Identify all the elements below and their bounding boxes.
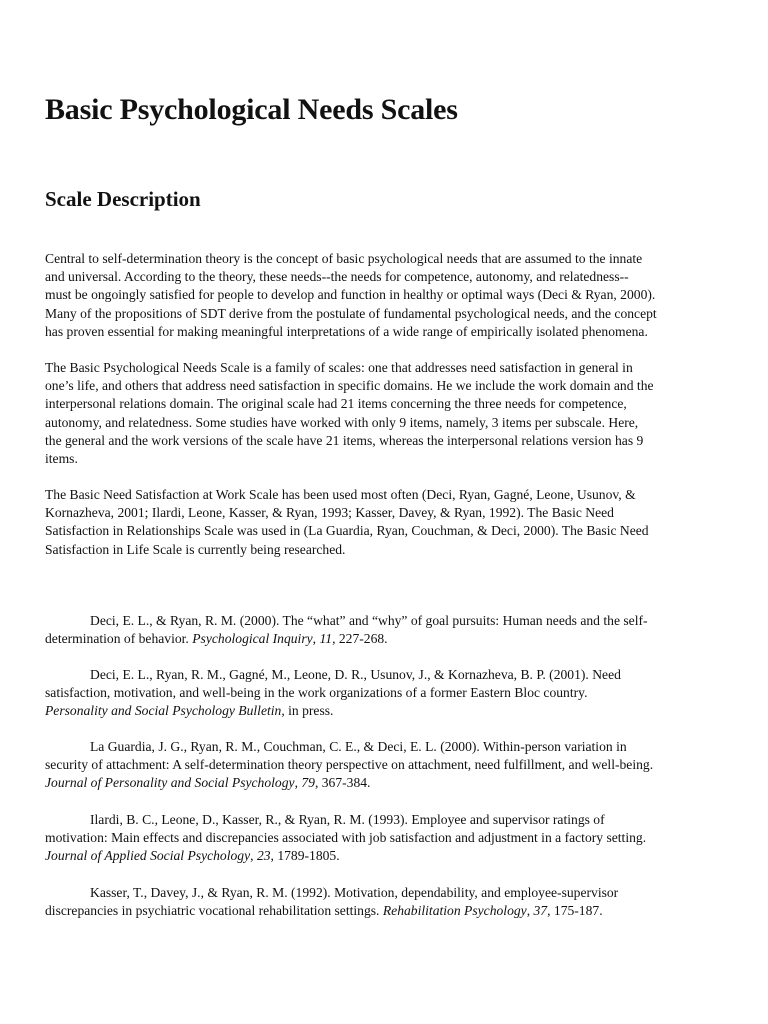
reference-line: determination of behavior. Psychological Inquiry, 11, 227-268. (45, 631, 388, 647)
text-line: items. (45, 451, 78, 467)
journal-volume: 23 (256, 848, 271, 864)
journal-title: Rehabilitation Psychology (382, 903, 527, 919)
reference-line: Personality and Social Psychology Bulletin, in press. (45, 703, 334, 719)
text-line: one’s life, and others that address need satisfaction in specific domains. He we include the work domain and the (45, 378, 654, 394)
page-title: Basic Psychological Needs Scales (45, 93, 458, 126)
text-line: Satisfaction in Life Scale is currently being researched. (45, 541, 346, 557)
reference-line: Journal of Applied Social Psychology, 23, 1789-1805. (45, 848, 340, 864)
text-line: interpersonal relations domain. The original scale had 21 items concerning the three needs for competence, (45, 396, 627, 412)
reference-line: security of attachment: A self-determination theory perspective on attachment, need fulfillment, and well-being. (45, 757, 654, 773)
journal-volume: 79 (301, 775, 315, 791)
reference-line: motivation: Main effects and discrepancies associated with job satisfaction and adjustment in a factory setting. (45, 830, 647, 846)
reference-line: Deci, E. L., Ryan, R. M., Gagné, M., Leone, D. R., Usunov, J., & Kornazheva, B. P. (2001). Need (90, 667, 621, 682)
text-line: and universal. According to the theory, these needs--the needs for competence, autonomy, and relatedness-- (45, 269, 629, 285)
paragraph-scale-family (45, 359, 735, 468)
reference-line: Ilardi, B. C., Leone, D., Kasser, R., & Ryan, R. M. (1993). Employee and supervisor ratings of (90, 812, 605, 827)
text-line: Central to self-determination theory is the concept of basic psychological needs that are assumed to the innate (45, 251, 643, 266)
reference-item (45, 884, 735, 920)
text-line: Many of the propositions of SDT derive from the postulate of fundamental psychological needs, and the concept (45, 305, 657, 321)
text-line: The Basic Psychological Needs Scale is a family of scales: one that addresses need satisfaction in general in (45, 360, 633, 375)
paragraph-intro (45, 250, 735, 341)
journal-volume: 11 (319, 631, 333, 647)
reference-line: La Guardia, J. G., Ryan, R. M., Couchman, C. E., & Deci, E. L. (2000). Within-person variation in (90, 739, 627, 754)
text-line: autonomy, and relatedness. Some studies have worked with only 9 items, namely, 3 items per subscale. Here, (45, 414, 639, 430)
journal-title: Journal of Applied Social Psychology (45, 848, 251, 864)
text-line: The Basic Need Satisfaction at Work Scale has been used most often (Deci, Ryan, Gagné, Leone, Usunov, & (45, 487, 636, 502)
text-line: has proven essential for making meaningful interpretations of a wide range of empirically isolated phenomena. (45, 323, 648, 339)
reference-line: satisfaction, motivation, and well-being in the work organizations of a former Eastern Bloc country. (45, 685, 588, 701)
text-line: Satisfaction in Relationships Scale was used in (La Guardia, Ryan, Couchman, & Deci, 2000). The Basic Need (45, 523, 649, 539)
journal-title: Psychological Inquiry (192, 631, 313, 647)
journal-title: Personality and Social Psychology Bulletin (45, 703, 282, 719)
reference-line: Kasser, T., Davey, J., & Ryan, R. M. (1992). Motivation, dependability, and employee-supervisor (90, 885, 619, 900)
text-line: must be ongoingly satisfied for people to develop and function in healthy or optimal ways (Deci & Ryan, 2000). (45, 287, 656, 303)
reference-item (45, 738, 735, 793)
section-heading: Scale Description (45, 187, 201, 211)
reference-line: Deci, E. L., & Ryan, R. M. (2000). The “what” and “why” of goal pursuits: Human needs and the self- (90, 613, 648, 628)
reference-item (45, 612, 735, 648)
reference-line: Journal of Personality and Social Psychology, 79, 367-384. (45, 775, 371, 791)
text-line: the general and the work versions of the scale have 21 items, whereas the interpersonal relations version has 9 (45, 432, 644, 448)
journal-volume: 37 (533, 903, 548, 919)
reference-item (45, 666, 735, 721)
text-line: Kornazheva, 2001; Ilardi, Leone, Kasser, & Ryan, 1993; Kasser, Davey, & Ryan, 1992). The Basic Need (45, 505, 614, 521)
journal-title: Journal of Personality and Social Psychology (45, 775, 295, 791)
paragraph-usage (45, 486, 735, 559)
reference-item (45, 811, 735, 866)
reference-line: discrepancies in psychiatric vocational rehabilitation settings. Rehabilitation Psychology, 37, 175-187. (45, 903, 603, 919)
